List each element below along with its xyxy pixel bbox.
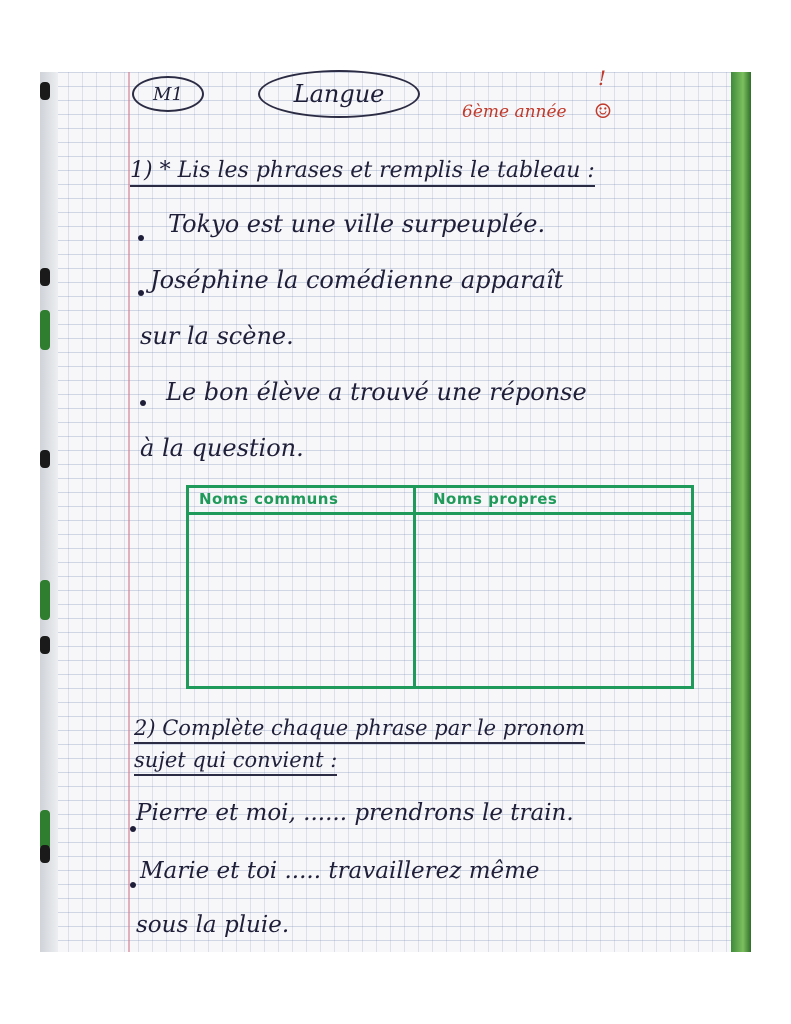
table-header-proper-nouns: Noms propres (433, 490, 558, 508)
sentence-2: Joséphine la comédienne apparaît (150, 266, 564, 294)
binding-hole (40, 82, 50, 100)
bullet-point (130, 826, 136, 832)
exercise2-title: 2) Complète chaque phrase par le pronom (134, 716, 585, 744)
sentence-3: Le bon élève a trouvé une réponse (166, 378, 587, 406)
table-column-divider (413, 488, 416, 686)
exclamation-mark: ! (598, 66, 607, 90)
bullet-point (140, 400, 146, 406)
sentence-2-cont: sur la scène. (140, 322, 294, 350)
binding-hole (40, 450, 50, 468)
notebook-cover-edge (731, 72, 751, 952)
answer-table (186, 485, 694, 689)
bullet-point (138, 290, 144, 296)
fill-line-2-cont: sous la pluie. (136, 912, 290, 938)
binding-hole (40, 845, 50, 863)
exercise2-title-cont: sujet qui convient : (134, 748, 337, 776)
binding-hole (40, 268, 50, 286)
table-header-divider (189, 512, 691, 515)
smiley-icon: ☺ (594, 99, 612, 123)
sentence-3-cont: à la question. (140, 434, 304, 462)
binding-hole (40, 580, 50, 620)
fill-line-2: Marie et toi ..... travaillerez même (140, 858, 540, 884)
exercise1-title: 1) * Lis les phrases et remplis le tableau : (130, 158, 595, 187)
proper-nouns-cell[interactable] (421, 518, 687, 682)
bullet-point (138, 235, 144, 241)
module-bubble (132, 76, 204, 112)
sentence-1: Tokyo est une ville surpeuplée. (168, 210, 546, 238)
margin-line (128, 72, 130, 952)
subject-cloud (258, 70, 420, 118)
subject-title: Langue (293, 80, 385, 108)
common-nouns-cell[interactable] (193, 518, 409, 682)
bullet-point (130, 882, 136, 888)
binding-hole (40, 810, 50, 850)
fill-line-1: Pierre et moi, ...... prendrons le train. (136, 800, 574, 826)
grade-label: 6ème année (462, 102, 567, 122)
binding-hole (40, 310, 50, 350)
module-label: M1 (153, 83, 183, 105)
binding-hole (40, 636, 50, 654)
table-header-common-nouns: Noms communs (199, 490, 339, 508)
